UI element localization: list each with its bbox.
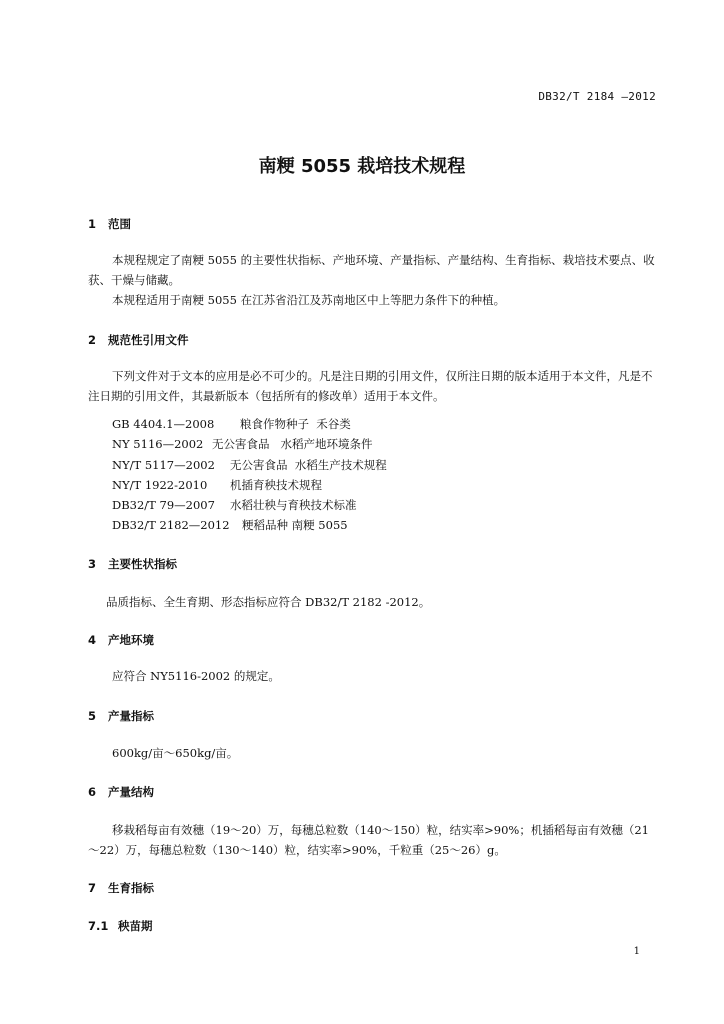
reference-item: NY 5116—2002 无公害食品 水稻产地环境条件	[112, 437, 373, 451]
section-6-heading	[88, 784, 154, 800]
section-title: 主要性状指标	[108, 557, 177, 571]
document-code: DB32/T 2184 —2012	[538, 90, 656, 103]
section-number: 5	[88, 709, 97, 723]
section-number: 7	[88, 881, 97, 895]
reference-item: GB 4404.1—2008 粮食作物种子 禾谷类	[112, 417, 351, 431]
section-4-heading	[88, 632, 154, 648]
section-5-heading	[88, 708, 154, 724]
section-title: 产量结构	[108, 785, 154, 799]
section-title: 范围	[108, 217, 131, 231]
section-title: 规范性引用文件	[108, 333, 189, 347]
section-6-paragraph: 移栽稻每亩有效穗（19～20）万，每穗总粒数（140～150）粒，结实率>90%；机插稻每亩有效穗（21～22）万，每穗总粒数（130～140）粒，结实率>90%，千粒重（25～26）g。	[88, 823, 649, 857]
section-title: 产地环境	[108, 633, 154, 647]
section-3-heading	[88, 556, 177, 572]
reference-item: NY/T 1922-2010 机插育秧技术规程	[112, 478, 322, 492]
reference-item: DB32/T 2182—2012 粳稻品种 南粳 5055	[112, 518, 348, 532]
section-title: 生育指标	[108, 881, 154, 895]
section-7-heading	[88, 880, 154, 896]
section-number: 1	[88, 217, 97, 231]
section-1-paragraph-1: 本规程规定了南粳 5055 的主要性状指标、产地环境、产量指标、产量结构、生育指标、栽培技术要点、收获、干燥与储藏。	[88, 253, 655, 287]
document-title: 南粳 5055 栽培技术规程	[258, 156, 466, 177]
section-3-paragraph: 品质指标、全生育期、形态指标应符合 DB32/T 2182 -2012。	[106, 595, 431, 609]
section-2-paragraph: 下列文件对于文本的应用是必不可少的。凡是注日期的引用文件，仅所注日期的版本适用于本文件，凡是不注日期的引用文件，其最新版本（包括所有的修改单）适用于本文件。	[88, 369, 653, 403]
page-number: 1	[633, 946, 640, 957]
section-number: 4	[88, 633, 97, 647]
section-title: 产量指标	[108, 709, 154, 723]
section-number: 3	[88, 557, 97, 571]
section-title: 秧苗期	[118, 919, 153, 933]
section-7-1-heading	[88, 918, 153, 934]
section-number: 7.1	[88, 919, 109, 933]
section-2-heading	[88, 332, 189, 348]
section-1-heading	[88, 216, 131, 232]
section-4-paragraph: 应符合 NY5116-2002 的规定。	[112, 669, 280, 683]
reference-item: NY/T 5117—2002 无公害食品 水稻生产技术规程	[112, 458, 387, 472]
section-number: 2	[88, 333, 97, 347]
section-5-paragraph: 600kg/亩～650kg/亩。	[112, 746, 239, 760]
section-number: 6	[88, 785, 97, 799]
reference-item: DB32/T 79—2007 水稻壮秧与育秧技术标准	[112, 498, 357, 512]
section-1-paragraph-2: 本规程适用于南粳 5055 在江苏省沿江及苏南地区中上等肥力条件下的种植。	[112, 293, 506, 307]
